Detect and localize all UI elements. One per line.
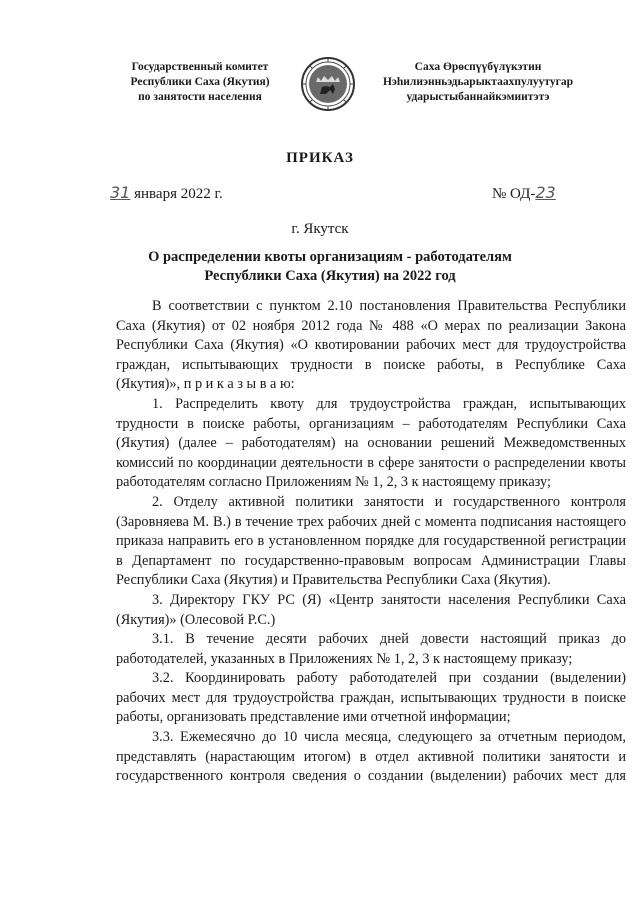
paragraph: 2. Отделу активной политики занятости и государственного контроля (Заровняева М. В.) в течение трех рабочих дней с момента подписания настоящего приказа направить его в установленном порядке для государственной регистрации в Департамент по государственно-правовым вопросам Администрации Главы Республики Саха (Якутия) и Правительства Республики Саха (Якутия).	[116, 493, 626, 589]
issuer-line: Государственный комитет	[131, 61, 269, 73]
order-number	[492, 183, 556, 203]
paragraph: 1. Распределить квоту для трудоустройства граждан, испытывающих трудности в поиске работы, организациям – работодателям Республики Саха (Якутия) (далее – работодателям) на основании решений Межведомственных комиссий по координации деятельности в сфере занятости о распределении квоты работодателям согласно Приложениям № 1, 2, 3 к настоящему приказу;	[116, 395, 626, 491]
date-text: января 2022 г.	[130, 186, 223, 202]
city: г. Якутск	[291, 221, 349, 237]
paragraph: 3.1. В течение десяти рабочих дней довести настоящий приказ до работодателей, указанных в Приложениях № 1, 2, 3 к настоящему приказу;	[116, 631, 626, 667]
document-title: ПРИКАЗ	[286, 150, 354, 166]
coat-of-arms-icon	[300, 56, 356, 112]
issuer-line: по занятости населения	[138, 91, 262, 103]
handwritten-day: 31	[110, 183, 131, 202]
order-body	[116, 297, 626, 787]
handwritten-number: 23	[535, 183, 556, 202]
paragraph: 3.3. Ежемесячно до 10 числа месяца, следующего за отчетным периодом, представлять (нарастающим итогом) в отдел активной политики занятости и государственного контроля сведения о создании (выделении) рабочих мест для	[116, 729, 626, 785]
issuer-name-russian	[100, 60, 300, 105]
paragraph: 3.2. Координировать работу работодателей при создании (выделении) рабочих мест для трудоустройства граждан, испытывающих трудности в поиске работы, организовать представление ими отчетной информации;	[116, 670, 626, 726]
issuer-line: Саха Өрөспүүбүлүкэтин	[414, 61, 542, 73]
issuer-line: ударыстыбаннайкэмиитэтэ	[406, 91, 550, 103]
paragraph: В соответствии с пунктом 2.10 постановления Правительства Республики Саха (Якутия) от 02 ноября 2012 года № 488 «О мерах по реализации Закона Республики Саха (Якутия) «О квотировании рабочих мест для трудоустройства граждан, испытывающих трудности в поиске работы, в Республике Саха (Якутия)», п р и к а з ы в а ю:	[116, 298, 626, 393]
order-date	[110, 183, 223, 203]
issuer-line: Нэһилиэнньэдьарыктаахпулуутугар	[382, 76, 574, 88]
heading-line: Республики Саха (Якутия) на 2022 год	[204, 268, 456, 284]
issuer-name-yakut	[362, 60, 594, 105]
issuer-line: Республики Саха (Якутия)	[130, 76, 270, 88]
paragraph: 3. Директору ГКУ РС (Я) «Центр занятости населения Республики Саха (Якутия)» (Олесовой Р.С.)	[116, 591, 626, 628]
order-heading	[120, 248, 540, 286]
heading-line: О распределении квоты организациям - работодателям	[148, 249, 512, 265]
number-prefix: № ОД-	[492, 186, 536, 202]
